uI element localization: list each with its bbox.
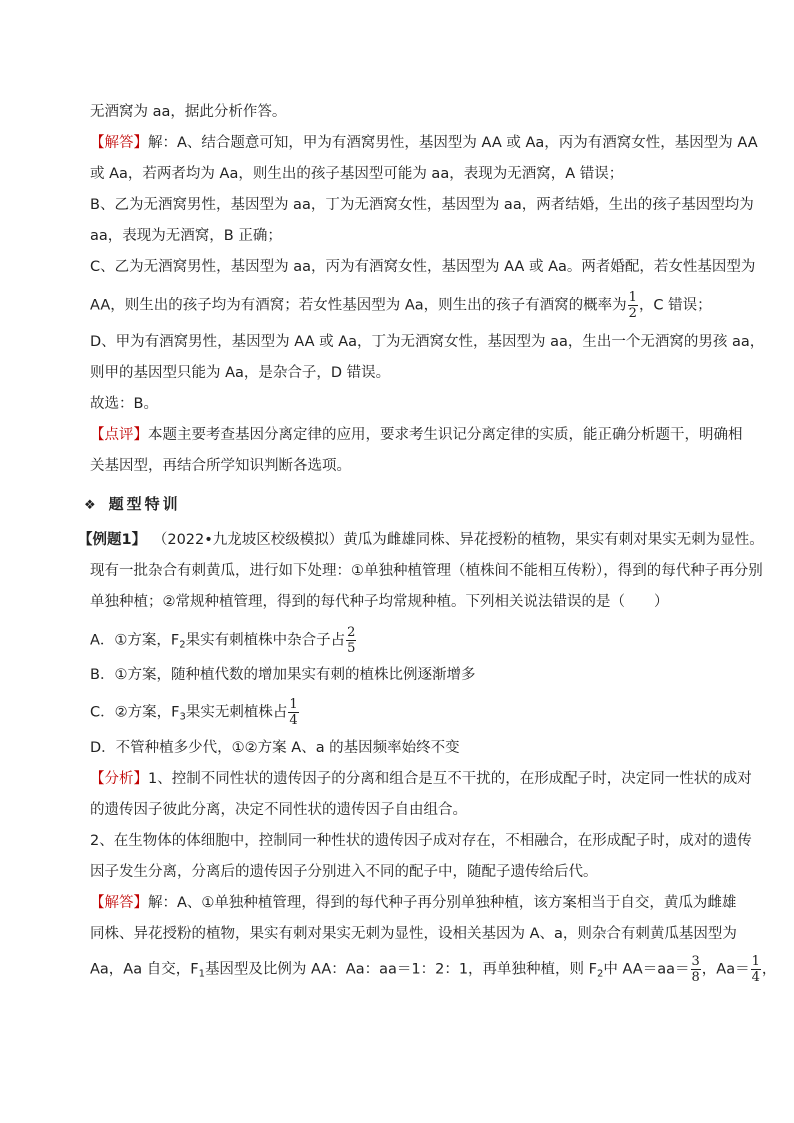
solution-line: Aa，Aa 自交，$F_1$基因型及比例为 AA：Aa：aa＝1：2：1，再单独种植，则 $F_2$中 AA＝aa＝ $\frac{3}{8}$ ，Aa＝ $\frac{1}{4}$ ， bbox=[90, 954, 777, 985]
analysis-line: 【分析】1、控制不同性状的遗传因子的分离和组合是互不干扰的，在形成配子时，决定同一性状的成对 bbox=[90, 771, 752, 787]
text-line: 故选：B。 bbox=[90, 396, 158, 412]
analysis-tag: 【分析】 bbox=[90, 771, 148, 787]
option-c: C．②方案，$F_3$果实无刺植株占 $\frac{1}{4}$ bbox=[90, 697, 298, 728]
text-line: AA，则生出的孩子均为有酒窝；若女性基因型为 Aa，则生出的孩子有酒窝的概率为 $\frac{1}{2}$ ，C 错误； bbox=[90, 290, 712, 321]
solution-line: 【解答】解：A、①单独种植管理，得到的每代种子再分别单独种植，该方案相当于自交，黄瓜为雌雄 bbox=[90, 895, 737, 911]
answer-tag: 【解答】 bbox=[90, 895, 148, 911]
text-line: 无酒窝为 aa，据此分析作答。 bbox=[90, 104, 287, 120]
diamond-bullet-icon: ❖ bbox=[84, 498, 99, 513]
comment-tag: 【点评】 bbox=[90, 427, 148, 443]
analysis-line: 因子发生分离，分离后的遗传因子分别进入不同的配子中，随配子遗传给后代。 bbox=[90, 864, 598, 880]
analysis-line: 的遗传因子彼此分离，决定不同性状的遗传因子自由组合。 bbox=[90, 802, 467, 818]
fraction: $\frac{2}{5}$ bbox=[347, 625, 356, 656]
answer-tag: 【解答】 bbox=[90, 135, 148, 151]
question-line: 单独种植；②常规种植管理，得到的每代种子均常规种植。下列相关说法错误的是（ ） bbox=[90, 594, 669, 610]
text-line: C、乙为无酒窝男性，基因型为 aa，丙为有酒窝女性，基因型为 AA 或 Aa。两者婚配，若女性基因型为 bbox=[90, 259, 756, 275]
solution-line: 同株、异花授粉的植物，果实有刺对果实无刺为显性，设相关基因为 A、a，则杂合有刺黄瓜基因型为 bbox=[90, 926, 737, 942]
text-line: 关基因型，再结合所学知识判断各选项。 bbox=[90, 458, 351, 474]
analysis-line: 2、在生物体的体细胞中，控制同一种性状的遗传因子成对存在，不相融合，在形成配子时，成对的遗传 bbox=[90, 833, 752, 849]
example-tag: 【例题1】 bbox=[78, 532, 147, 548]
text-line: 【点评】本题主要考查基因分离定律的应用，要求考生识记分离定律的实质，能正确分析题干，明确相 bbox=[90, 427, 743, 443]
text-line: 【解答】解：A、结合题意可知，甲为有酒窝男性，基因型为 AA 或 Aa，丙为有酒窝女性，基因型为 AA bbox=[90, 135, 758, 151]
fraction: $\frac{1}{2}$ bbox=[628, 290, 637, 321]
section-heading: ❖ 题型特训 bbox=[84, 495, 181, 513]
fraction: $\frac{3}{8}$ bbox=[691, 954, 700, 985]
option-b: B．①方案，随种植代数的增加果实有刺的植株比例逐渐增多 bbox=[90, 667, 476, 683]
text-line: B、乙为无酒窝男性，基因型为 aa，丁为无酒窝女性，基因型为 aa，两者结婚，生出的孩子基因型均为 bbox=[90, 197, 754, 213]
question-line: 【例题1】 （2022•九龙坡区校级模拟）黄瓜为雌雄同株、异花授粉的植物，果实有刺对果实无刺为显性。 bbox=[78, 532, 764, 548]
fraction: $\frac{1}{4}$ bbox=[289, 697, 298, 728]
text-line: 则甲的基因型只能为 Aa，是杂合子，D 错误。 bbox=[90, 365, 391, 381]
option-a: A．①方案，$F_2$果实有刺植株中杂合子占 $\frac{2}{5}$ bbox=[90, 625, 356, 656]
option-d: D．不管种植多少代，①②方案 A、a 的基因频率始终不变 bbox=[90, 740, 460, 756]
text-line: 或 Aa，若两者均为 Aa，则生出的孩子基因型可能为 aa，表现为无酒窝，A 错误； bbox=[90, 166, 624, 182]
text-line: D、甲为有酒窝男性，基因型为 AA 或 Aa，丁为无酒窝女性，基因型为 aa，生出一个无酒窝的男孩 aa， bbox=[90, 334, 765, 350]
fraction: $\frac{1}{4}$ bbox=[751, 954, 760, 985]
question-line: 现有一批杂合有刺黄瓜，进行如下处理：①单独种植管理（植株间不能相互传粉），得到的每代种子再分别 bbox=[90, 563, 763, 579]
text-line: aa，表现为无酒窝，B 正确； bbox=[90, 228, 282, 244]
